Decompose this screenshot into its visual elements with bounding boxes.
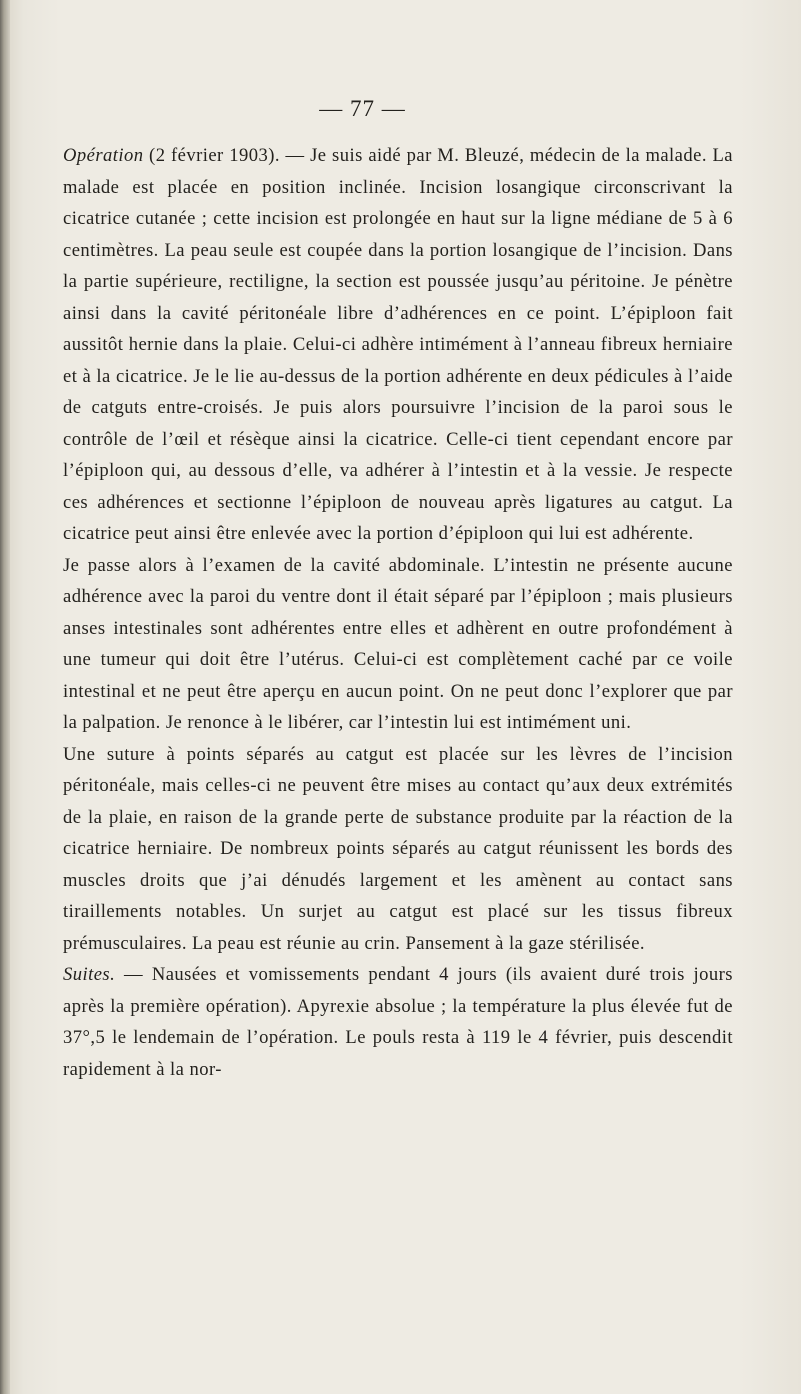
paragraph-suites xyxy=(63,959,733,1085)
run-in-heading: Opération xyxy=(63,145,144,166)
paragraph-examen xyxy=(63,550,733,739)
paragraph-text: Je passe alors à l’examen de la cavité abdominale. L’intestin ne présente aucune adhérence avec la paroi du ventre dont il était séparé par l’épiploon ; mais plusieurs anses intestinales sont adhérentes entre elles et adhèrent en outre profondément à une tumeur qui doit être l’utérus. Celui-ci est complètement caché par ce voile intestinal et ne peut être aperçu en aucun point. On ne peut donc l’explorer que par la palpation. Je renonce à le libérer, car l’intestin lui est intimément uni. xyxy=(63,554,733,733)
page-number: — 77 — xyxy=(319,96,406,121)
paragraph-text: Une suture à points séparés au catgut est placée sur les lèvres de l’incision péritonéale, mais celles-ci ne peuvent être mises au contact qu’aux deux extrémités de la plaie, en raison de la grande perte de substance produite par la réaction de la cicatrice herniaire. De nombreux points séparés au catgut réunissent les bords des muscles droits que j’ai dénudés largement et les amènent au contact sans tiraillements notables. Un surjet au catgut est placé sur les tissus fibreux prémusculaires. La peau est réunie au crin. Pansement à la gaze stérilisée. xyxy=(63,743,733,954)
paragraph-operation xyxy=(63,140,733,550)
binding-edge-shadow xyxy=(0,0,10,1394)
body-text xyxy=(63,140,733,1085)
paragraph-text: (2 février 1903). — Je suis aidé par M. Bleuzé, médecin de la malade. La malade est placée en position inclinée. Incision losangique circonscrivant la cicatrice cutanée ; cette incision est prolongée en haut sur la ligne médiane de 5 à 6 centimètres. La peau seule est coupée dans la portion losangique de l’incision. Dans la partie supérieure, rectiligne, la section est poussée jusqu’au péritoine. Je pénètre ainsi dans la cavité péritonéale libre d’adhérences en ce point. L’épiploon fait aussitôt hernie dans la plaie. Celui-ci adhère intimément à l’anneau fibreux herniaire et à la cicatrice. Je le lie au-dessus de la portion adhérente en deux pédicules à l’aide de catguts entre-croisés. Je puis alors poursuivre l’incision de la paroi sous le contrôle de l’œil et résèque ainsi la cicatrice. Celle-ci tient cependant encore par l’épiploon qui, au dessous d’elle, va adhérer à l’intestin et à la vessie. Je respecte ces adhérences et sectionne l’épiploon de nouveau après ligatures au catgut. La cicatrice peut ainsi être enlevée avec la portion d’épiploon qui lui est adhérente. xyxy=(63,145,733,544)
run-in-heading: Suites. xyxy=(63,964,116,985)
paragraph-text: — Nausées et vomissements pendant 4 jours (ils avaient duré trois jours après la première opération). Apyrexie absolue ; la température la plus élevée fut de 37°,5 le lendemain de l’opération. Le pouls resta à 119 le 4 février, puis descendit rapidement à la nor- xyxy=(63,964,733,1080)
paragraph-suture xyxy=(63,739,733,960)
